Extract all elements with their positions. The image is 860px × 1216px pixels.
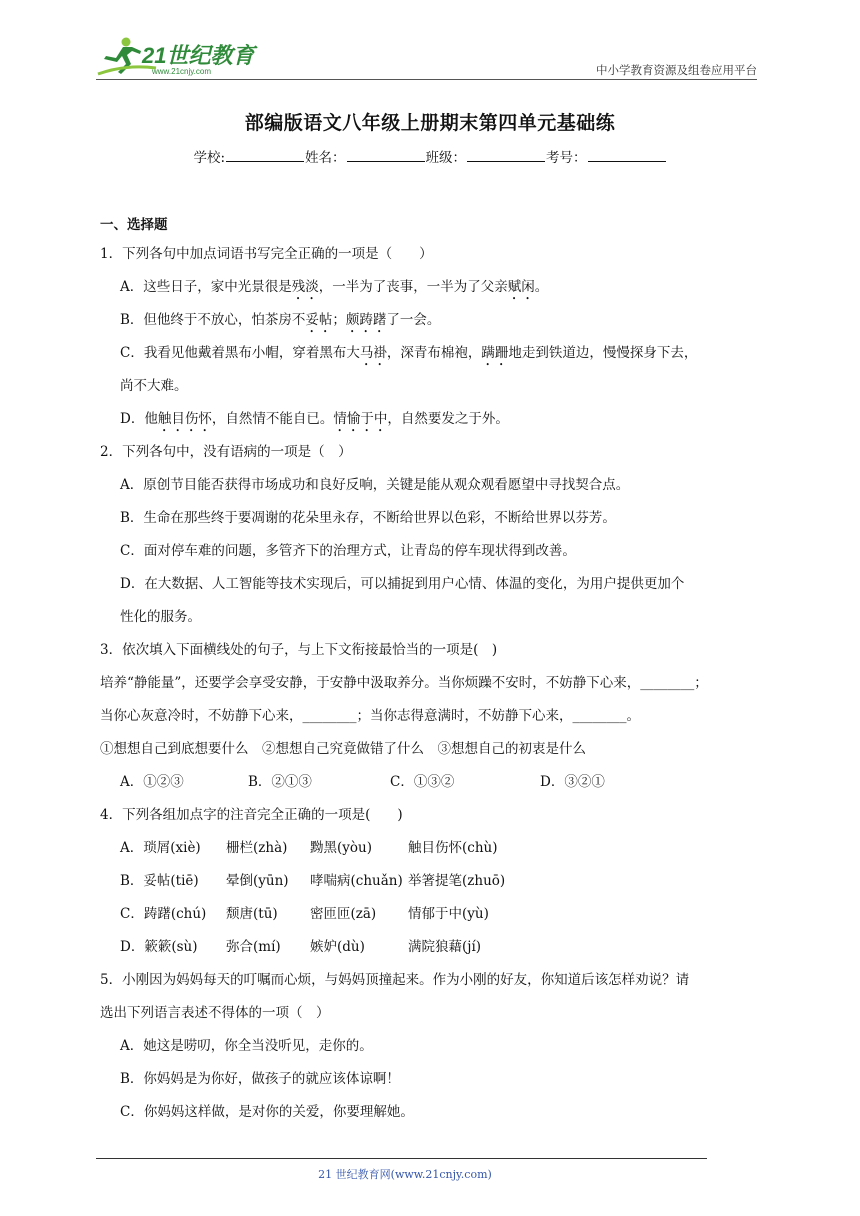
school-blank[interactable] — [226, 149, 304, 162]
question-5-stem: 5．小刚因为妈妈每天的叮嘱而心烦，与妈妈顶撞起来。作为小刚的好友，你知道后该怎样劝说？请 — [100, 972, 690, 988]
question-5-stem-continued: 选出下列语言表述不得体的一项（ ） — [100, 1005, 330, 1021]
question-4-option-c: C．踌躇(chú) 颓唐(tū) 密匝匝(zā) 情郁于中(yù) — [120, 906, 489, 922]
question-4-option-b: B．妥帖(tiē) 晕倒(yūn) 哮喘病(chuǎn) 举箸提笔(zhuō) — [120, 873, 506, 889]
name-blank[interactable] — [347, 149, 425, 162]
platform-name: 中小学教育资源及组卷应用平台 — [596, 63, 757, 77]
question-5-option-a: A．她这是唠叨，你全当没听见，走你的。 — [120, 1038, 373, 1054]
question-2-option-a: A．原创节目能否获得市场成功和良好反响，关键是能从观众观看愿望中寻找契合点。 — [120, 477, 630, 493]
question-4-stem: 4．下列各组加点字的注音完全正确的一项是( ) — [100, 807, 403, 823]
question-1-option-d: D．他触目伤怀，自然情不能自已。情愉于中，自然要发之于外。 — [120, 411, 509, 427]
question-1-stem: 1．下列各句中加点词语书写完全正确的一项是（ ） — [100, 246, 433, 262]
logo-url: www.21cnjy.com — [152, 67, 211, 76]
question-4-option-a: A．琐屑(xiè) 栅栏(zhà) 黝黑(yòu) 触目伤怀(chù) — [120, 840, 498, 856]
question-1-option-a: A．这些日子，家中光景很是残淡，一半为了丧事，一半为了父亲赋闲。 — [120, 279, 549, 295]
site-logo — [96, 34, 266, 78]
class-label: 班级： — [425, 150, 467, 166]
exam-no-blank[interactable] — [588, 149, 666, 162]
header-divider — [96, 79, 757, 80]
option-c: C．①③② — [390, 774, 455, 790]
emphasized-word: 马褂 — [359, 345, 387, 361]
footer-divider — [96, 1158, 707, 1159]
class-blank[interactable] — [467, 149, 545, 162]
footer — [0, 1166, 860, 1182]
option-a: A．①②③ — [120, 774, 184, 790]
emphasized-word: 赋闲 — [507, 279, 535, 295]
school-label: 学校: — [193, 150, 226, 166]
footer-link[interactable]: 21 世纪教育网(www.21cnjy.com) — [318, 1168, 492, 1181]
emphasized-word: 妥帖 — [305, 312, 333, 328]
name-label: 姓名： — [305, 150, 346, 166]
question-5-option-c: C．你妈妈这样做，是对你的关爱，你要理解她。 — [120, 1104, 414, 1120]
question-3-passage-line-1: 培养“静能量”，还要学会享受安静，于安静中汲取养分。当你烦躁不安时，不妨静下心来，________； — [100, 675, 708, 691]
question-1-option-c: C．我看见他戴着黑布小帽，穿着黑布大马褂，深青布棉袍，蹒跚地走到铁道边，慢慢探身下去， — [120, 345, 698, 361]
logo-text: 21世纪教育 — [142, 43, 255, 68]
page-title: 部编版语文八年级上册期末第四单元基础练 — [244, 112, 616, 134]
option-b: B．②①③ — [248, 774, 312, 790]
emphasized-word: 情愉于中 — [333, 411, 388, 427]
section-heading: 一、选择题 — [100, 217, 168, 233]
emphasized-word: 颇踌躇 — [345, 312, 387, 328]
student-info-line — [0, 146, 860, 166]
emphasized-word: 触目伤怀 — [157, 411, 212, 427]
question-2-option-c: C．面对停车难的问题，多管齐下的治理方式，让青岛的停车现状得到改善。 — [120, 543, 576, 559]
emphasized-word: 残淡 — [291, 279, 319, 295]
exam-no-label: 考号： — [546, 150, 587, 166]
question-1-option-c-continued: 尚不大难。 — [120, 378, 188, 394]
question-list — [100, 238, 765, 1129]
question-3-items: ①想想自己到底想要什么 ②想想自己究竟做错了什么 ③想想自己的初衷是什么 — [100, 741, 586, 757]
question-5-option-b: B．你妈妈是为你好，做孩子的就应该体谅啊！ — [120, 1071, 400, 1087]
question-4-option-d: D．簌簌(sù) 弥合(mí) 嫉妒(dù) 满院狼藉(jí) — [120, 939, 482, 955]
option-d: D．③②① — [540, 774, 605, 790]
question-3-passage-line-2: 当你心灰意冷时，不妨静下心来，________；当你志得意满时，不妨静下心来，________。 — [100, 708, 640, 724]
question-2-option-b: B．生命在那些终于要凋谢的花朵里永存，不断给世界以色彩，不断给世界以芬芳。 — [120, 510, 616, 526]
emphasized-word: 蹒跚 — [481, 345, 509, 361]
question-2-stem: 2．下列各句中，没有语病的一项是（ ） — [100, 444, 352, 460]
question-2-option-d-continued: 性化的服务。 — [120, 609, 201, 625]
question-1-option-b: B．但他终于不放心，怕茶房不妥帖；颇踌躇了一会。 — [120, 312, 441, 328]
question-2-option-d: D．在大数据、人工智能等技术实现后，可以捕捉到用户心情、体温的变化，为用户提供更加个 — [120, 576, 685, 592]
question-3-options — [100, 766, 765, 799]
question-3-stem: 3．依次填入下面横线处的句子，与上下文衔接最恰当的一项是( ) — [100, 642, 498, 658]
